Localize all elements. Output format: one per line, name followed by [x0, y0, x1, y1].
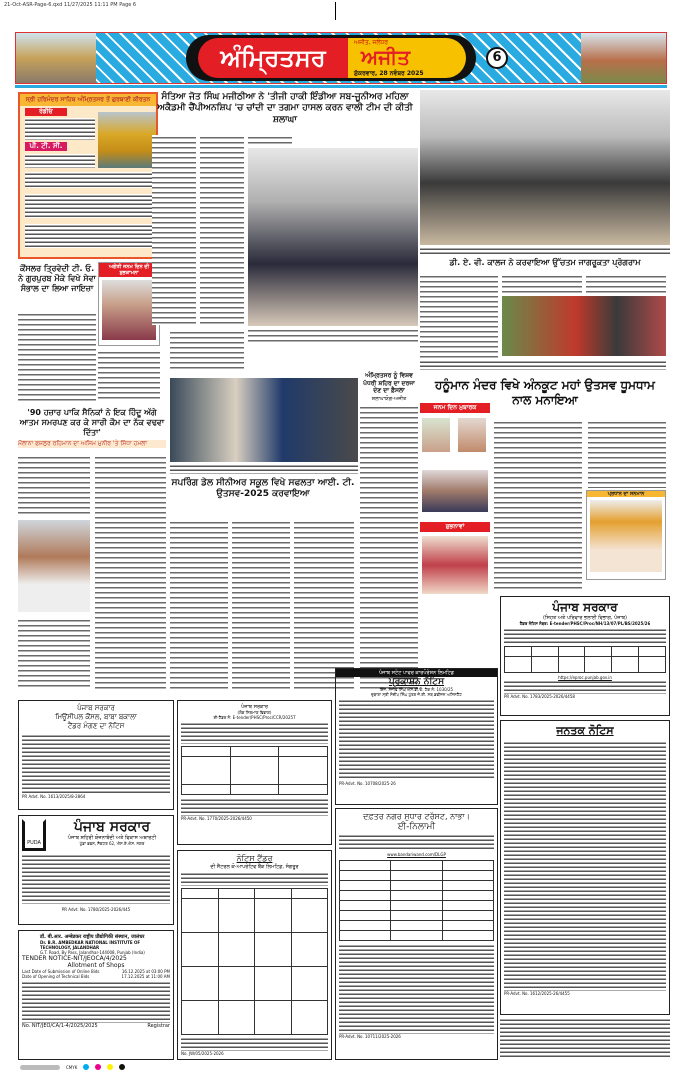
tag-ptc: ਪੀ. ਟੀ. ਸੀ.	[25, 142, 67, 151]
health-table	[504, 646, 666, 673]
headline-councillor: ਕੌਂਸਲਰ ਤ੍ਰਿਵੇਦੀ ਟੀ. ਓ. ਨੇ ਗੁਰਪੁਰਬ ਮੌਕੇ ਵਿਖੇ ਸੇਵਾ ਸੰਭਾਲ ਦਾ ਲਿਆ ਜਾਇਜ਼ਾ	[18, 264, 96, 293]
birthday-banner: ਜਨਮ ਦਿਨ ਮੁਬਾਰਕ	[420, 403, 490, 413]
nabha-auction-ad	[335, 808, 498, 1060]
municipal-heading: ਟੈਂਡਰ ਮੰਗਣ ਦਾ ਨੋਟਿਸ	[67, 722, 125, 730]
public-notice-title: ਜਨਤਕ ਨੋਟਿਸ	[556, 724, 614, 737]
pspcl-line1: ਇੰਜ. ਸੰਜੀਵ ਸਿੰਘ ਐਸ.ਡੀ.ਓ. ਟੈਕ ਨੰ: 1030/25	[379, 687, 454, 692]
nit-name: Dr. B.R. AMBEDKAR NATIONAL INSTITUTE OF TECHNOLOGY, JALANDHAR	[40, 940, 141, 950]
punjab-health-ad	[500, 596, 670, 716]
pwd-ref: ਈ-ਟੈਂਡਰ ਨੰ: E-tender/PHSC/Proc/CCR/2025T	[213, 715, 296, 720]
registration-mark	[335, 2, 355, 20]
municipal-sub: ਮਿਊਂਸੀਪਲ ਕੌਂਸਲ, ਬਾਬਾ ਬਕਾਲਾ	[55, 713, 137, 721]
masthead	[15, 32, 667, 84]
nabha-ref: PR-Advt. No. 10711/2025-2026	[339, 1034, 401, 1039]
birthday-photo-3	[422, 470, 488, 512]
dav-photo	[420, 90, 670, 245]
subhead-amritsar: ਸ਼ਲਾਘਾਯੋਗ-ਅਜੀਤ	[371, 396, 407, 402]
headline-amritsar-world: ਅੰਮ੍ਰਿਤਸਰ ਨੂੰ ਵਿਸ਼ਵ ਪੱਧਰੀ ਸ਼ਹਿਰ ਦਾ ਦਰਜਾ ਦੇਣ ਦਾ ਫ਼ੈਸਲਾ	[363, 372, 415, 394]
president-photo-box	[586, 490, 666, 580]
subhead-pak: ਮੌਲਾਨਾ ਫਜ਼ਲੁਰ ਰਹਿਮਾਨ ਦਾ ਅਸਿਮ ਮੁਨੀਰ 'ਤੇ ਸਿੱਧਾ ਹਮਲਾ	[18, 440, 166, 448]
nabha-sub: ਈ-ਨਿਲਾਮੀ	[397, 822, 436, 832]
headline-hockey: ਸੰਤਿਆ ਜੋਤ ਸਿੰਘ ਮਜੀਠੀਆ ਨੇ 'ਤੀਜੀ ਹਾਕੀ ਇੰਡੀਆ ਸਬ-ਜੂਨੀਅਰ ਮਹਿਲਾ ਅਕੈਡਮੀ ਚੈਂਪੀਅਨਸ਼ਿਪ 'ਚ ਚਾਂਦੀ ਦਾ ਤਗਮਾ ਹਾਸਲ ਕਰਨ ਵਾਲੀ ਟੀਮ ਦੀ ਕੀਤੀ ਸ਼ਲਾਘਾ	[157, 92, 413, 125]
photo-label: ਅਗੇਤੀ ਜਨਮ ਦਿਨ ਦੀ ਸ਼ੁਭਕਾਮਨਾ	[99, 263, 159, 277]
public-notice-pr: PR-Advt. No. 1612/2025-26/4455	[504, 991, 570, 996]
municipal-title: ਪੰਜਾਬ ਸਰਕਾਰ	[77, 704, 115, 712]
health-url[interactable]: https://eproc.punjab.gov.in	[558, 675, 612, 680]
pspcl-title: ਪ੍ਰਕਾਸ਼ਨ ਨੋਟਿਸ	[388, 677, 445, 687]
pspcl-notice	[335, 668, 498, 805]
headline-spring-dale: ਸਪਰਿੰਗ ਡੇਲ ਸੀਨੀਅਰ ਸਕੂਲ ਵਿਖੇ ਸਫਲਤਾ ਆਈ. ਟੀ. ਉਤਸਵ-2025 ਕਰਵਾਇਆ	[171, 478, 355, 500]
puda-title: ਪੰਜਾਬ ਸਰਕਾਰ	[73, 819, 151, 835]
wedding-photo	[422, 536, 488, 594]
bank-tender-title: ਨੋਟਿਸ ਟੈਂਡਰ	[236, 854, 273, 863]
bank-tender-sub: ਦੀ ਸੈਂਟਰਲ ਕੋ-ਆਪਰੇਟਿਵ ਬੈਂਕ ਲਿਮਟਿਡ, ਸੰਗਰੂਰ	[210, 864, 299, 870]
nit-heading: TENDER NOTICE-NIT/JEOCA/4/2025	[22, 955, 127, 962]
pspcl-line2: ਦੁਬਾਰਾ ਸ੍ਰੀ ਸੰਦੀਪ ਸਿੰਘ ਪੁੱਤਰ ਜੇ.ਈ. ਸਬ ਡਵੀਜ਼ਨ ਅਸਿਸਟੈਂਟ	[371, 692, 462, 697]
pspcl-ref: PR-Advt. No. 10708/2025-26	[339, 781, 396, 786]
nit-row-value: 16.12.2025 at 03:00 PM	[121, 969, 170, 974]
health-ref: ਟੈਂਡਰ ਨੋਟਿਸ ਨੰਬਰ: E-tender/PHSC/Proc/NH/13/07/PL/BS/2025/26	[519, 621, 651, 626]
pwd-table	[181, 746, 328, 795]
golden-temple-image	[16, 33, 96, 83]
bank-tender-table	[181, 888, 328, 1035]
masthead-rule	[15, 85, 667, 88]
birthday-photo-1	[422, 418, 450, 452]
gurbani-ad	[18, 92, 158, 259]
nit-number: No. NIT/JEO/CA/1-4/2025/2025	[22, 1023, 98, 1029]
tag-radio: ਰੇਡੀਓ	[25, 108, 67, 116]
health-sub: (ਸਿਹਤ ਅਤੇ ਪਰਿਵਾਰ ਭਲਾਈ ਵਿਭਾਗ, ਪੰਜਾਬ)	[542, 615, 627, 621]
municipal-tender-ad	[18, 700, 174, 810]
headline-dav: ਡੀ. ਏ. ਵੀ. ਕਾਲਜ ਨੇ ਕਰਵਾਇਆ ਉੱਚਤਮ ਜਾਗਰੂਕਤਾ ਪ੍ਰੋਗਰਾਮ	[449, 258, 641, 267]
annakut-photo	[502, 296, 666, 356]
wishes-banner: ਸ਼ੁਭਨਾਵਾਂ	[420, 522, 490, 532]
masthead-title-left: ਅੰਮ੍ਰਿਤਸਰ	[198, 38, 348, 78]
nabha-url: www.bandariwand.com/DLGP	[387, 852, 446, 857]
nit-address: G.T. Road, By Pass, Jalandhar-144008, Punjab (India)	[40, 950, 145, 955]
president-label: ਪ੍ਰਧਾਨ ਦਾ ਸਨਮਾਨ	[587, 491, 665, 497]
slug-line: 21-Oct-ASR-Page-6.qxd 11/27/2025 11:11 PM Page 6	[4, 2, 137, 8]
gurbani-ad-title: ਸ੍ਰੀ ਹਰਿਮੰਦਰ ਸਾਹਿਬ ਅੰਮ੍ਰਿਤਸਰ ਤੋਂ ਗੁਰਬਾਣੀ ਕੀਰਤਨ	[20, 94, 156, 106]
masthead-edition: ਅਜੀਤ, ਜਲੰਧਰ	[354, 39, 389, 46]
puda-ad	[18, 815, 174, 925]
birthday-photo-2	[458, 418, 486, 452]
pwd-pr: PR-Advt. No. 1770/2025-2026/4450	[181, 816, 252, 821]
masthead-date: ਸ਼ੁੱਕਰਵਾਰ, 28 ਨਵੰਬਰ 2025	[354, 70, 424, 77]
nit-tender-ad	[18, 930, 174, 1060]
heritage-tower-image	[581, 33, 666, 83]
nit-row-label: Date of Opening of Technical Bids	[22, 974, 90, 979]
nit-sub: Allotment of Shops	[67, 962, 125, 969]
pwd-sub: (ਲੋਕ ਨਿਰਮਾਣ ਵਿਭਾਗ)	[237, 710, 272, 715]
puda-ref: PR Advt. No. 1780/2025-2026/445	[61, 907, 131, 912]
pwd-title: ਪੰਜਾਬ ਸਰਕਾਰ	[241, 704, 268, 710]
birthday-photo-box	[98, 262, 160, 346]
cmyk-label: CMYK	[66, 1064, 78, 1070]
pspcl-bar: ਪੰਜਾਬ ਸਟੇਟ ਪਾਵਰ ਕਾਰਪੋਰੇਸ਼ਨ ਲਿਮਟਿਡ	[336, 669, 497, 677]
nit-signatory: Registrar	[147, 1023, 170, 1029]
bank-tender-ad	[177, 850, 332, 1060]
pwd-tender-ad	[177, 700, 332, 845]
golden-temple-photo	[98, 112, 156, 168]
hockey-team-photo	[248, 148, 418, 326]
page-number: 6	[486, 47, 508, 69]
bank-tender-pr: No. JW/05/2025-2026	[181, 1051, 224, 1056]
nabha-title: ਦਫ਼ਤਰ ਨਗਰ ਸੁਧਾਰ ਟਰੱਸਟ, ਨਾਭਾ।	[363, 812, 470, 821]
health-title: ਪੰਜਾਬ ਸਰਕਾਰ	[552, 600, 618, 614]
health-pr: PR Advt. No. 1783/2025-2026/4458	[504, 694, 575, 699]
puda-logo: PUDA	[22, 819, 46, 851]
maulana-photo	[18, 520, 90, 612]
nabha-table	[339, 860, 494, 941]
print-colour-bar	[20, 1063, 660, 1071]
nit-row-label: Last Date of Submission of Online Bids	[22, 969, 100, 974]
masthead-title-right: ਅਜੀਤ	[361, 45, 411, 69]
puda-sub: ਪੰਜਾਬ ਸ਼ਹਿਰੀ ਯੋਜਨਾਬੰਦੀ ਅਤੇ ਵਿਕਾਸ ਅਥਾਰਟੀ	[67, 835, 157, 841]
puda-line: ਪੁੱਡਾ ਭਵਨ, ਸੈਕਟਰ 62, ਐਸ.ਏ.ਐਸ. ਨਗਰ	[79, 841, 145, 846]
nit-hindi-name: डॉ. बी.आर. अम्बेडकर राष्ट्रीय प्रौद्योगिकी संस्थान, जालंधर	[40, 934, 145, 940]
public-notice-ad	[500, 720, 670, 1015]
headline-pak-soldiers: '90 ਹਜ਼ਾਰ ਪਾਕਿ ਸੈਨਿਕਾਂ ਨੇ ਇਕ ਹਿੰਦੂ ਅੱਗੇ ਆਤਮ ਸਮਰਪਣ ਕਰ ਕੇ ਸਾਰੀ ਕੌਮ ਦਾ ਨੱਕ ਵਢਵਾ ਦਿੱਤਾ'	[19, 408, 165, 437]
nit-row-value: 17.12.2025 at 11:00 AM	[121, 974, 170, 979]
award-photo	[170, 378, 358, 462]
headline-hanuman: ਹਨੂੰਮਾਨ ਮੰਦਰ ਵਿਖੇ ਅੰਨਕੂਟ ਮਹਾਂ ਉਤਸਵ ਧੂਮਧਾਮ ਨਾਲ ਮਨਾਇਆ	[435, 378, 655, 407]
municipal-ref: PR Advt. No. 1613/2025/8-2864	[22, 794, 86, 799]
